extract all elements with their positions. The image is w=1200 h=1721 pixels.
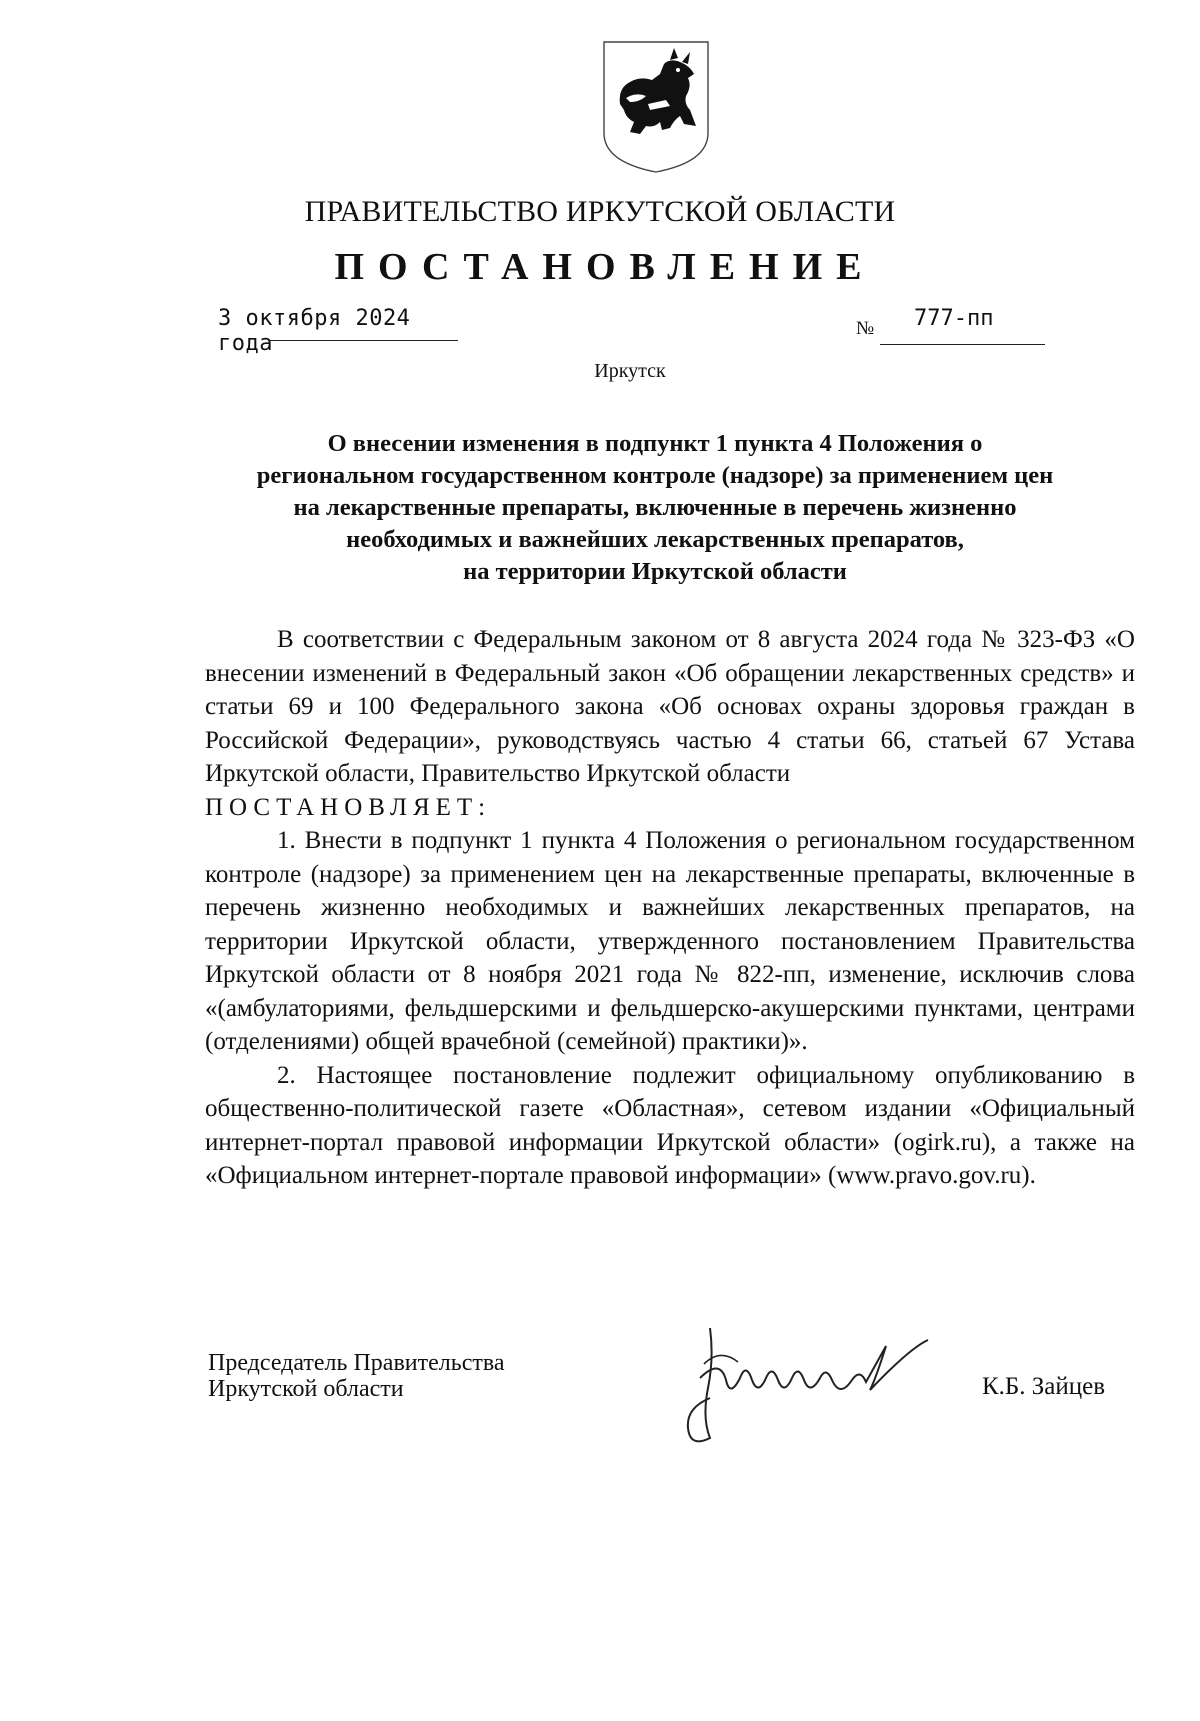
number-label: № — [856, 318, 875, 339]
government-title: ПРАВИТЕЛЬСТВО ИРКУТСКОЙ ОБЛАСТИ — [304, 195, 896, 228]
document-number: 777-пп — [914, 306, 994, 331]
document-type-title: ПОСТАНОВЛЕНИЕ — [334, 246, 876, 288]
subject-line: необходимых и важнейших лекарственных препаратов, — [346, 526, 964, 553]
number-underline — [880, 344, 1045, 345]
coat-of-arms-icon — [600, 38, 712, 176]
subject-line: на территории Иркутской области — [463, 558, 847, 585]
subject-line: региональном государственном контроле (надзоре) за применением цен — [256, 462, 1054, 489]
date-underline — [268, 340, 458, 341]
position-line: Председатель Правительства — [208, 1350, 505, 1376]
signatory-name: К.Б. Зайцев — [982, 1373, 1106, 1400]
position-line: Иркутской области — [208, 1376, 404, 1402]
document-subject — [205, 428, 1105, 588]
subject-line: О внесении изменения в подпункт 1 пункта 4 Положения о — [327, 430, 983, 457]
subject-line: на лекарственные препараты, включенные в перечень жизненно — [293, 494, 1017, 521]
decree-word: ПОСТАНОВЛЯЕТ: — [205, 793, 492, 821]
document-date: 3 октября 2024 года — [218, 306, 411, 356]
signatory-position — [208, 1350, 505, 1402]
item-1-paragraph: 1. Внести в подпункт 1 пункта 4 Положения о региональном государственном контроле (надзоре) за применением цен на лекарственные препараты, включенные в перечень жизненно необходимых и важнейших лекарственных препаратов, на территории Иркутской области, утвержденного постановлением Правительства Иркутской области от 8 ноября 2021 года № 822-пп, изменение, исключив слова «(амбулаториями, фельдшерскими и фельдшерско-акушерскими пунктами, центрами (отделениями) общей врачебной (семейной) практики)». — [205, 827, 1135, 1055]
handwritten-signature — [680, 1318, 950, 1468]
document-body — [205, 623, 1135, 1193]
preamble-paragraph: В соответствии с Федеральным законом от 8 августа 2024 года № 323-ФЗ «О внесении изменений в Федеральный закон «Об обращении лекарственных средств» и статьи 69 и 100 Федерального закона «Об основах охраны здоровья граждан в Российской Федерации», руководствуясь частью 4 статьи 66, статьей 67 Устава Иркутской области, Правительство Иркутской области — [205, 626, 1135, 787]
item-2-paragraph: 2. Настоящее постановление подлежит официальному опубликованию в общественно-политической газете «Областная», сетевом издании «Официальный интернет-портал правовой информации Иркутской области» (ogirk.ru), а также на «Официальном интернет-портале правовой информации» (www.pravo.gov.ru). — [205, 1061, 1135, 1189]
city-name: Иркутск — [594, 360, 666, 382]
